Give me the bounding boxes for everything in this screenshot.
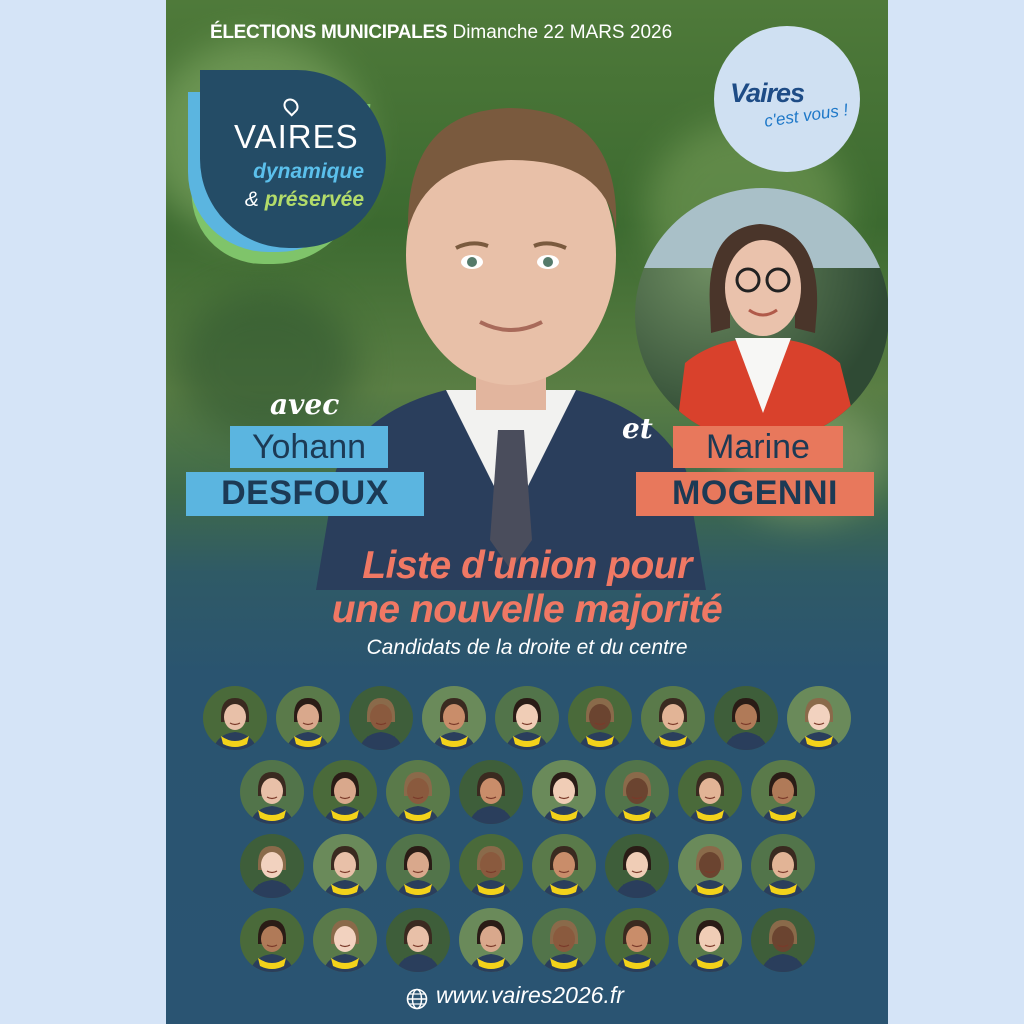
logo-vaires: Vaires (730, 78, 805, 108)
team-member-photo (459, 760, 523, 824)
team-member-photo (678, 834, 742, 898)
team-member-photo (386, 908, 450, 972)
headline-line2: une nouvelle majorité (331, 588, 723, 631)
second-candidate-lastname: MOGENNI (636, 472, 874, 516)
team-member-photo (459, 908, 523, 972)
election-date: Dimanche 22 MARS 2026 (452, 22, 673, 43)
team-photo-grid (166, 0, 888, 1024)
second-candidate-firstname: Marine (673, 426, 843, 468)
team-member-photo (751, 760, 815, 824)
team-member-photo (313, 760, 377, 824)
team-member-photo (605, 908, 669, 972)
team-member-photo (714, 686, 778, 750)
website-link[interactable]: www.vaires2026.fr (436, 982, 624, 1008)
slogan-preservee: & préservée (244, 188, 364, 211)
first-candidate-firstname: Yohann (230, 426, 388, 468)
team-member-photo (459, 834, 523, 898)
team-member-photo (568, 686, 632, 750)
logo-cest-vous: c'est vous ! (763, 100, 850, 131)
first-candidate-lastname: DESFOUX (186, 472, 424, 516)
team-member-photo (678, 908, 742, 972)
team-member-photo (751, 834, 815, 898)
team-member-photo (240, 834, 304, 898)
team-member-photo (495, 686, 559, 750)
team-member-photo (605, 760, 669, 824)
team-member-photo (240, 908, 304, 972)
team-member-photo (532, 760, 596, 824)
team-member-photo (203, 686, 267, 750)
avec-label: avec (270, 388, 340, 421)
team-member-photo (532, 908, 596, 972)
team-member-photo (787, 686, 851, 750)
campaign-poster (166, 0, 888, 1024)
team-member-photo (422, 686, 486, 750)
team-member-photo (641, 686, 705, 750)
election-label: ÉLECTIONS MUNICIPALES (210, 22, 448, 43)
team-member-photo (313, 834, 377, 898)
team-member-photo (349, 686, 413, 750)
team-member-photo (532, 834, 596, 898)
team-member-photo (678, 760, 742, 824)
team-member-photo (605, 834, 669, 898)
team-member-photo (276, 686, 340, 750)
team-member-photo (313, 908, 377, 972)
headline-line1: Liste d'union pour (362, 544, 692, 587)
headline-subtitle: Candidats de la droite et du centre (366, 636, 688, 659)
team-member-photo (386, 834, 450, 898)
slogan-town: VAIRES (234, 118, 359, 155)
slogan-dynamique: dynamique (253, 160, 364, 183)
team-member-photo (386, 760, 450, 824)
globe-icon (406, 988, 428, 1010)
team-member-photo (751, 908, 815, 972)
team-member-photo (240, 760, 304, 824)
et-label: et (622, 412, 653, 445)
